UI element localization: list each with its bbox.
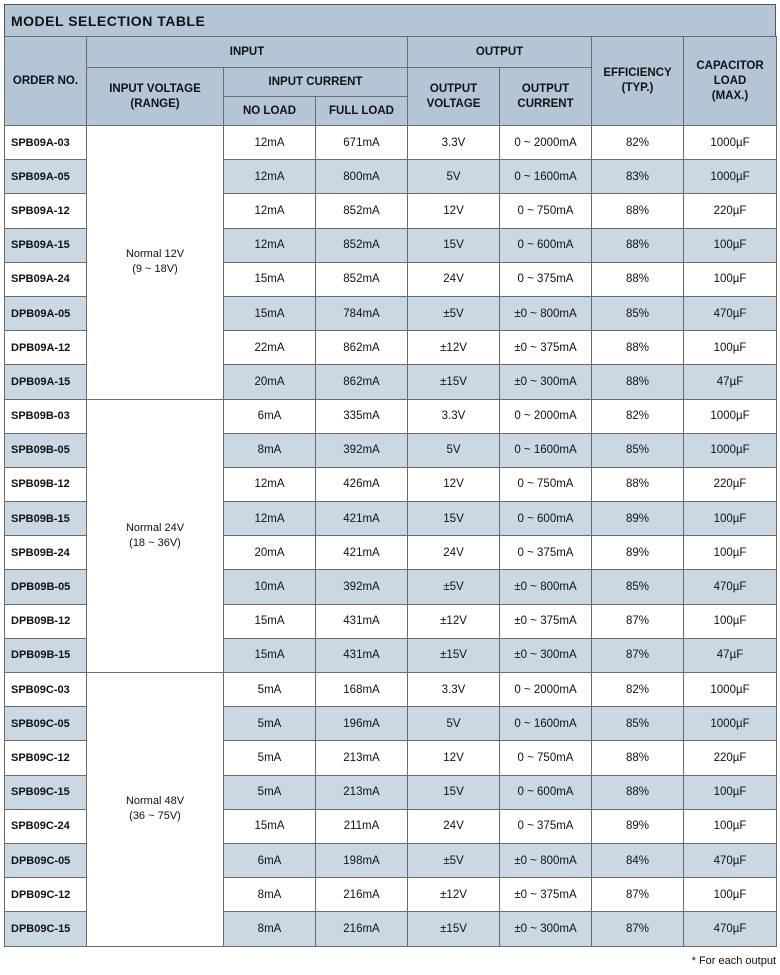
output-voltage-cell: 15V (408, 775, 500, 809)
capacitor-load-cell: 220µF (684, 194, 777, 228)
capacitor-load-cell: 100µF (684, 809, 777, 843)
full-load-cell: 196mA (316, 707, 408, 741)
output-voltage-cell: 24V (408, 262, 500, 296)
capacitor-load-cell: 1000µF (684, 433, 777, 467)
order-no-cell: SPB09A-12 (5, 194, 87, 228)
output-voltage-cell: 5V (408, 160, 500, 194)
output-current-cell: 0 ~ 2000mA (500, 126, 592, 160)
no-load-cell: 6mA (224, 843, 316, 877)
efficiency-cell: 82% (592, 399, 684, 433)
full-load-cell: 784mA (316, 296, 408, 330)
header-capacitor-load (684, 37, 777, 126)
efficiency-cell: 87% (592, 638, 684, 672)
no-load-cell: 12mA (224, 126, 316, 160)
no-load-cell: 8mA (224, 878, 316, 912)
output-voltage-cell: ±12V (408, 878, 500, 912)
order-no-cell: DPB09B-12 (5, 604, 87, 638)
header-output-current-line2: CURRENT (517, 97, 574, 110)
output-current-cell: ±0 ~ 800mA (500, 843, 592, 877)
output-current-cell: ±0 ~ 375mA (500, 878, 592, 912)
no-load-cell: 15mA (224, 604, 316, 638)
header-output-voltage-line2: VOLTAGE (426, 97, 481, 110)
full-load-cell: 852mA (316, 262, 408, 296)
order-no-cell: DPB09B-15 (5, 638, 87, 672)
output-current-cell: ±0 ~ 375mA (500, 604, 592, 638)
order-no-cell: SPB09C-03 (5, 673, 87, 707)
header-input-voltage (87, 68, 224, 126)
output-current-cell: 0 ~ 750mA (500, 467, 592, 501)
output-current-cell: 0 ~ 750mA (500, 741, 592, 775)
full-load-cell: 800mA (316, 160, 408, 194)
full-load-cell: 852mA (316, 228, 408, 262)
output-voltage-cell: ±5V (408, 570, 500, 604)
header-output-current (500, 68, 592, 126)
full-load-cell: 216mA (316, 912, 408, 946)
efficiency-cell: 89% (592, 536, 684, 570)
output-voltage-cell: 3.3V (408, 673, 500, 707)
output-current-cell: ±0 ~ 375mA (500, 331, 592, 365)
capacitor-load-cell: 1000µF (684, 126, 777, 160)
model-selection-table (4, 36, 777, 947)
no-load-cell: 20mA (224, 365, 316, 399)
output-current-cell: 0 ~ 1600mA (500, 160, 592, 194)
order-no-cell: DPB09B-05 (5, 570, 87, 604)
input-voltage-cell (87, 673, 224, 947)
output-voltage-cell: ±5V (408, 296, 500, 330)
capacitor-load-cell: 100µF (684, 228, 777, 262)
output-current-cell: 0 ~ 600mA (500, 775, 592, 809)
no-load-cell: 8mA (224, 433, 316, 467)
header-order-no: ORDER NO. (5, 37, 87, 126)
order-no-cell: SPB09B-12 (5, 467, 87, 501)
efficiency-cell: 88% (592, 365, 684, 399)
efficiency-cell: 88% (592, 262, 684, 296)
capacitor-load-cell: 47µF (684, 365, 777, 399)
efficiency-cell: 85% (592, 707, 684, 741)
efficiency-cell: 82% (592, 126, 684, 160)
no-load-cell: 12mA (224, 502, 316, 536)
no-load-cell: 15mA (224, 638, 316, 672)
output-current-cell: 0 ~ 600mA (500, 228, 592, 262)
output-current-cell: 0 ~ 1600mA (500, 707, 592, 741)
output-voltage-cell: 5V (408, 433, 500, 467)
output-current-cell: ±0 ~ 300mA (500, 638, 592, 672)
header-output-current-line1: OUTPUT (521, 82, 570, 95)
output-voltage-cell: 12V (408, 741, 500, 775)
capacitor-load-cell: 470µF (684, 912, 777, 946)
header-output-voltage-line1: OUTPUT (429, 82, 478, 95)
no-load-cell: 5mA (224, 673, 316, 707)
efficiency-cell: 88% (592, 331, 684, 365)
output-current-cell: 0 ~ 750mA (500, 194, 592, 228)
full-load-cell: 852mA (316, 194, 408, 228)
order-no-cell: DPB09A-15 (5, 365, 87, 399)
header-no-load: NO LOAD (224, 97, 316, 126)
output-current-cell: ±0 ~ 800mA (500, 570, 592, 604)
full-load-cell: 421mA (316, 502, 408, 536)
header-input-voltage-line2: (RANGE) (130, 97, 180, 110)
output-current-cell: 0 ~ 375mA (500, 809, 592, 843)
output-voltage-cell: ±15V (408, 638, 500, 672)
full-load-cell: 862mA (316, 365, 408, 399)
output-voltage-cell: 15V (408, 228, 500, 262)
header-input-current: INPUT CURRENT (224, 68, 408, 97)
header-efficiency-line1: EFFICIENCY (603, 67, 672, 79)
output-current-cell: 0 ~ 2000mA (500, 673, 592, 707)
full-load-cell: 426mA (316, 467, 408, 501)
no-load-cell: 6mA (224, 399, 316, 433)
input-voltage-range: (18 ~ 36V) (129, 536, 181, 549)
full-load-cell: 198mA (316, 843, 408, 877)
capacitor-load-cell: 100µF (684, 262, 777, 296)
input-voltage-cell (87, 126, 224, 400)
full-load-cell: 216mA (316, 878, 408, 912)
output-current-cell: ±0 ~ 300mA (500, 365, 592, 399)
full-load-cell: 671mA (316, 126, 408, 160)
efficiency-cell: 89% (592, 502, 684, 536)
full-load-cell: 211mA (316, 809, 408, 843)
efficiency-cell: 89% (592, 809, 684, 843)
output-voltage-cell: ±15V (408, 365, 500, 399)
order-no-cell: SPB09A-05 (5, 160, 87, 194)
efficiency-cell: 87% (592, 604, 684, 638)
no-load-cell: 12mA (224, 160, 316, 194)
capacitor-load-cell: 100µF (684, 604, 777, 638)
header-capacitor-line1: CAPACITOR LOAD (696, 59, 764, 87)
output-voltage-cell: 24V (408, 809, 500, 843)
order-no-cell: SPB09C-12 (5, 741, 87, 775)
order-no-cell: SPB09C-24 (5, 809, 87, 843)
header-input: INPUT (87, 37, 408, 68)
output-voltage-cell: 5V (408, 707, 500, 741)
no-load-cell: 10mA (224, 570, 316, 604)
order-no-cell: DPB09C-05 (5, 843, 87, 877)
capacitor-load-cell: 47µF (684, 638, 777, 672)
efficiency-cell: 87% (592, 878, 684, 912)
input-voltage-nominal: Normal 12V (125, 248, 185, 261)
capacitor-load-cell: 470µF (684, 843, 777, 877)
no-load-cell: 12mA (224, 467, 316, 501)
capacitor-load-cell: 100µF (684, 536, 777, 570)
full-load-cell: 421mA (316, 536, 408, 570)
full-load-cell: 862mA (316, 331, 408, 365)
output-voltage-cell: ±15V (408, 912, 500, 946)
order-no-cell: DPB09C-15 (5, 912, 87, 946)
capacitor-load-cell: 100µF (684, 775, 777, 809)
capacitor-load-cell: 1000µF (684, 160, 777, 194)
efficiency-cell: 88% (592, 194, 684, 228)
output-voltage-cell: ±12V (408, 331, 500, 365)
efficiency-cell: 88% (592, 228, 684, 262)
full-load-cell: 168mA (316, 673, 408, 707)
input-voltage-nominal: Normal 24V (125, 521, 185, 534)
order-no-cell: SPB09A-15 (5, 228, 87, 262)
order-no-cell: SPB09B-24 (5, 536, 87, 570)
efficiency-cell: 85% (592, 570, 684, 604)
no-load-cell: 5mA (224, 741, 316, 775)
table-title: MODEL SELECTION TABLE (4, 4, 776, 36)
header-output-voltage (408, 68, 500, 126)
efficiency-cell: 85% (592, 296, 684, 330)
order-no-cell: SPB09C-05 (5, 707, 87, 741)
order-no-cell: SPB09B-03 (5, 399, 87, 433)
capacitor-load-cell: 220µF (684, 741, 777, 775)
no-load-cell: 8mA (224, 912, 316, 946)
no-load-cell: 5mA (224, 775, 316, 809)
table-row (5, 673, 777, 707)
header-capacitor-line2: (MAX.) (711, 89, 749, 102)
output-voltage-cell: 3.3V (408, 399, 500, 433)
table-row (5, 126, 777, 160)
output-current-cell: 0 ~ 375mA (500, 536, 592, 570)
input-voltage-range: (9 ~ 18V) (132, 263, 178, 276)
no-load-cell: 12mA (224, 228, 316, 262)
output-current-cell: ±0 ~ 800mA (500, 296, 592, 330)
full-load-cell: 431mA (316, 638, 408, 672)
output-voltage-cell: ±12V (408, 604, 500, 638)
header-efficiency-line2: (TYP.) (621, 82, 654, 94)
capacitor-load-cell: 1000µF (684, 707, 777, 741)
output-current-cell: ±0 ~ 300mA (500, 912, 592, 946)
full-load-cell: 335mA (316, 399, 408, 433)
capacitor-load-cell: 470µF (684, 570, 777, 604)
capacitor-load-cell: 100µF (684, 878, 777, 912)
output-voltage-cell: 24V (408, 536, 500, 570)
output-voltage-cell: 15V (408, 502, 500, 536)
efficiency-cell: 83% (592, 160, 684, 194)
full-load-cell: 392mA (316, 433, 408, 467)
full-load-cell: 392mA (316, 570, 408, 604)
output-current-cell: 0 ~ 1600mA (500, 433, 592, 467)
efficiency-cell: 88% (592, 467, 684, 501)
output-current-cell: 0 ~ 600mA (500, 502, 592, 536)
capacitor-load-cell: 220µF (684, 467, 777, 501)
input-voltage-range: (36 ~ 75V) (129, 810, 181, 823)
header-full-load: FULL LOAD (316, 97, 408, 126)
header-efficiency (592, 37, 684, 126)
order-no-cell: SPB09A-24 (5, 262, 87, 296)
no-load-cell: 20mA (224, 536, 316, 570)
capacitor-load-cell: 100µF (684, 331, 777, 365)
output-voltage-cell: 12V (408, 467, 500, 501)
efficiency-cell: 84% (592, 843, 684, 877)
efficiency-cell: 85% (592, 433, 684, 467)
input-voltage-cell (87, 399, 224, 673)
order-no-cell: SPB09B-05 (5, 433, 87, 467)
output-current-cell: 0 ~ 375mA (500, 262, 592, 296)
order-no-cell: DPB09C-12 (5, 878, 87, 912)
no-load-cell: 12mA (224, 194, 316, 228)
full-load-cell: 431mA (316, 604, 408, 638)
output-voltage-cell: 3.3V (408, 126, 500, 160)
no-load-cell: 15mA (224, 262, 316, 296)
order-no-cell: SPB09C-15 (5, 775, 87, 809)
capacitor-load-cell: 470µF (684, 296, 777, 330)
efficiency-cell: 88% (592, 775, 684, 809)
output-voltage-cell: ±5V (408, 843, 500, 877)
no-load-cell: 15mA (224, 296, 316, 330)
no-load-cell: 5mA (224, 707, 316, 741)
capacitor-load-cell: 100µF (684, 502, 777, 536)
full-load-cell: 213mA (316, 741, 408, 775)
header-input-voltage-line1: INPUT VOLTAGE (109, 82, 201, 95)
capacitor-load-cell: 1000µF (684, 673, 777, 707)
efficiency-cell: 87% (592, 912, 684, 946)
model-selection-table-container (4, 4, 776, 947)
order-no-cell: DPB09A-05 (5, 296, 87, 330)
header-output: OUTPUT (408, 37, 592, 68)
order-no-cell: DPB09A-12 (5, 331, 87, 365)
capacitor-load-cell: 1000µF (684, 399, 777, 433)
no-load-cell: 22mA (224, 331, 316, 365)
order-no-cell: SPB09B-15 (5, 502, 87, 536)
no-load-cell: 15mA (224, 809, 316, 843)
order-no-cell: SPB09A-03 (5, 126, 87, 160)
table-row (5, 399, 777, 433)
table-body (5, 126, 777, 947)
input-voltage-nominal: Normal 48V (125, 795, 185, 808)
footnote: * For each output (691, 955, 776, 967)
output-voltage-cell: 12V (408, 194, 500, 228)
output-current-cell: 0 ~ 2000mA (500, 399, 592, 433)
full-load-cell: 213mA (316, 775, 408, 809)
efficiency-cell: 88% (592, 741, 684, 775)
efficiency-cell: 82% (592, 673, 684, 707)
